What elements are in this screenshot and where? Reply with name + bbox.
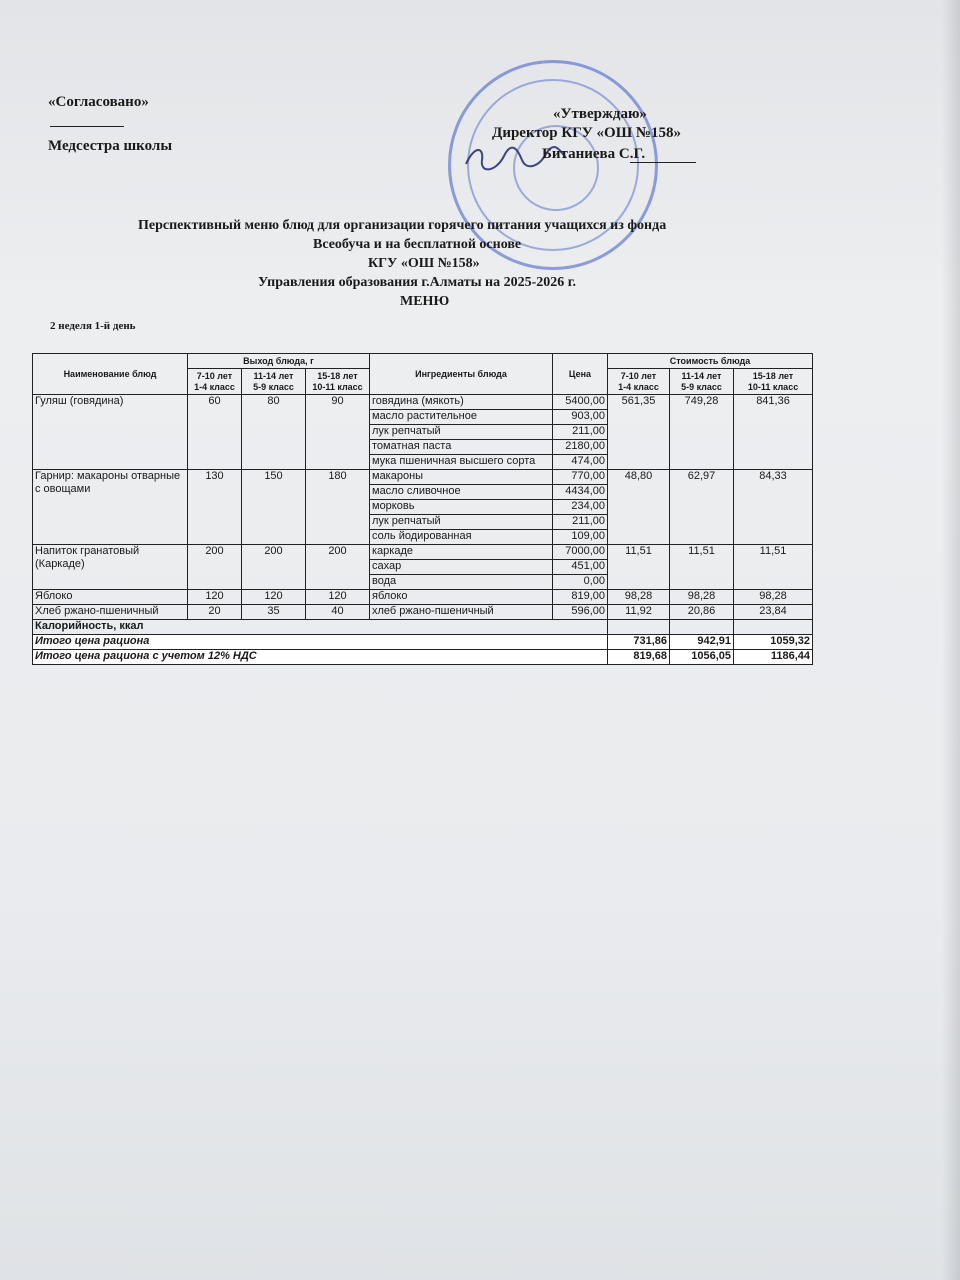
menu-table [32, 353, 813, 665]
approved-label: «Утверждаю» [553, 106, 647, 122]
total-age3: 1059,32 [734, 635, 813, 650]
ingredient-price: 903,00 [553, 410, 608, 425]
yield-age2: 80 [242, 395, 306, 470]
cost-age1: 11,51 [608, 545, 670, 590]
table-row [33, 590, 813, 605]
col-header-yield-age1: 7-10 лет 1-4 класс [188, 369, 242, 395]
ingredient-price: 7000,00 [553, 545, 608, 560]
cost-age3: 841,36 [734, 395, 813, 470]
ingredient-price: 211,00 [553, 515, 608, 530]
ingredient-name: сахар [370, 560, 553, 575]
yield-age3: 120 [306, 590, 370, 605]
col-header-yield: Выход блюда, г [188, 354, 370, 369]
ingredient-name: мука пшеничная высшего сорта [370, 455, 553, 470]
dish-name: Гарнир: макароны отварные с овощами [33, 470, 188, 545]
ingredient-name: макароны [370, 470, 553, 485]
director-name: Битаниева С.Г. [542, 146, 646, 162]
ingredient-name: лук репчатый [370, 425, 553, 440]
col-header-cost: Стоимость блюда [608, 354, 813, 369]
title-line-4: Управления образования г.Алматы на 2025-2026 г. [258, 275, 577, 290]
yield-age1: 130 [188, 470, 242, 545]
col-header-ingredients: Ингредиенты блюда [370, 354, 553, 395]
yield-age1: 60 [188, 395, 242, 470]
ingredient-price: 819,00 [553, 590, 608, 605]
title-line-3: КГУ «ОШ №158» [368, 256, 480, 271]
ingredient-price: 5400,00 [553, 395, 608, 410]
ingredient-name: масло сливочное [370, 485, 553, 500]
ingredient-name: яблоко [370, 590, 553, 605]
ingredient-price: 234,00 [553, 500, 608, 515]
col-header-name: Наименование блюд [33, 354, 188, 395]
title-line-1: Перспективный меню блюд для организации горячего питания учащихся из фонда [138, 218, 667, 233]
ingredient-price: 596,00 [553, 605, 608, 620]
cost-age3: 23,84 [734, 605, 813, 620]
yield-age3: 40 [306, 605, 370, 620]
calories-age3 [734, 620, 813, 635]
col-header-yield-age3: 15-18 лет 10-11 класс [306, 369, 370, 395]
yield-age1: 20 [188, 605, 242, 620]
calories-label: Калорийность, ккал [33, 620, 608, 635]
cost-age1: 98,28 [608, 590, 670, 605]
yield-age2: 200 [242, 545, 306, 590]
total-vat-label: Итого цена рациона с учетом 12% НДС [33, 650, 608, 665]
ingredient-price: 474,00 [553, 455, 608, 470]
cost-age2: 20,86 [670, 605, 734, 620]
total-vat-age3: 1186,44 [734, 650, 813, 665]
ingredient-price: 2180,00 [553, 440, 608, 455]
cost-age3: 11,51 [734, 545, 813, 590]
director-title: Директор КГУ «ОШ №158» [492, 125, 682, 141]
signature-line-right [630, 162, 696, 163]
calories-age1 [608, 620, 670, 635]
dish-name: Гуляш (говядина) [33, 395, 188, 470]
col-header-cost-age1: 7-10 лет 1-4 класс [608, 369, 670, 395]
ingredient-name: вода [370, 575, 553, 590]
yield-age2: 35 [242, 605, 306, 620]
yield-age2: 150 [242, 470, 306, 545]
yield-age3: 200 [306, 545, 370, 590]
col-header-cost-age3: 15-18 лет 10-11 класс [734, 369, 813, 395]
nurse-label: Медсестра школы [48, 138, 173, 154]
total-vat-age2: 1056,05 [670, 650, 734, 665]
table-row [33, 545, 813, 560]
yield-age2: 120 [242, 590, 306, 605]
total-vat-age1: 819,68 [608, 650, 670, 665]
total-vat-row [33, 650, 813, 665]
yield-age3: 90 [306, 395, 370, 470]
cost-age1: 11,92 [608, 605, 670, 620]
cost-age1: 561,35 [608, 395, 670, 470]
ingredient-price: 451,00 [553, 560, 608, 575]
ingredient-price: 109,00 [553, 530, 608, 545]
week-day-label: 2 неделя 1-й день [50, 320, 136, 332]
table-row [33, 605, 813, 620]
cost-age2: 62,97 [670, 470, 734, 545]
col-header-price: Цена [553, 354, 608, 395]
total-age2: 942,91 [670, 635, 734, 650]
ingredient-name: морковь [370, 500, 553, 515]
cost-age2: 11,51 [670, 545, 734, 590]
ingredient-price: 770,00 [553, 470, 608, 485]
cost-age3: 98,28 [734, 590, 813, 605]
calories-row [33, 620, 813, 635]
ingredient-name: хлеб ржано-пшеничный [370, 605, 553, 620]
page-edge-shadow [942, 0, 960, 1280]
ingredient-name: каркаде [370, 545, 553, 560]
yield-age1: 120 [188, 590, 242, 605]
cost-age3: 84,33 [734, 470, 813, 545]
dish-name: Хлеб ржано-пшеничный [33, 605, 188, 620]
cost-age2: 749,28 [670, 395, 734, 470]
col-header-yield-age2: 11-14 лет 5-9 класс [242, 369, 306, 395]
ingredient-price: 211,00 [553, 425, 608, 440]
table-row [33, 470, 813, 485]
total-age1: 731,86 [608, 635, 670, 650]
signature-line-left [50, 126, 124, 127]
yield-age1: 200 [188, 545, 242, 590]
col-header-cost-age2: 11-14 лет 5-9 класс [670, 369, 734, 395]
ingredient-price: 4434,00 [553, 485, 608, 500]
ingredient-name: говядина (мякоть) [370, 395, 553, 410]
ingredient-name: масло растительное [370, 410, 553, 425]
title-line-2: Всеобуча и на бесплатной основе [313, 237, 522, 252]
yield-age3: 180 [306, 470, 370, 545]
agreed-label: «Согласовано» [48, 94, 149, 110]
ingredient-price: 0,00 [553, 575, 608, 590]
total-label: Итого цена рациона [33, 635, 608, 650]
ingredient-name: томатная паста [370, 440, 553, 455]
calories-age2 [670, 620, 734, 635]
ingredient-name: соль йодированная [370, 530, 553, 545]
ingredient-name: лук репчатый [370, 515, 553, 530]
cost-age2: 98,28 [670, 590, 734, 605]
title-menu: МЕНЮ [400, 294, 450, 309]
table-row [33, 395, 813, 410]
dish-name: Яблоко [33, 590, 188, 605]
dish-name: Напиток гранатовый (Каркаде) [33, 545, 188, 590]
cost-age1: 48,80 [608, 470, 670, 545]
total-row [33, 635, 813, 650]
